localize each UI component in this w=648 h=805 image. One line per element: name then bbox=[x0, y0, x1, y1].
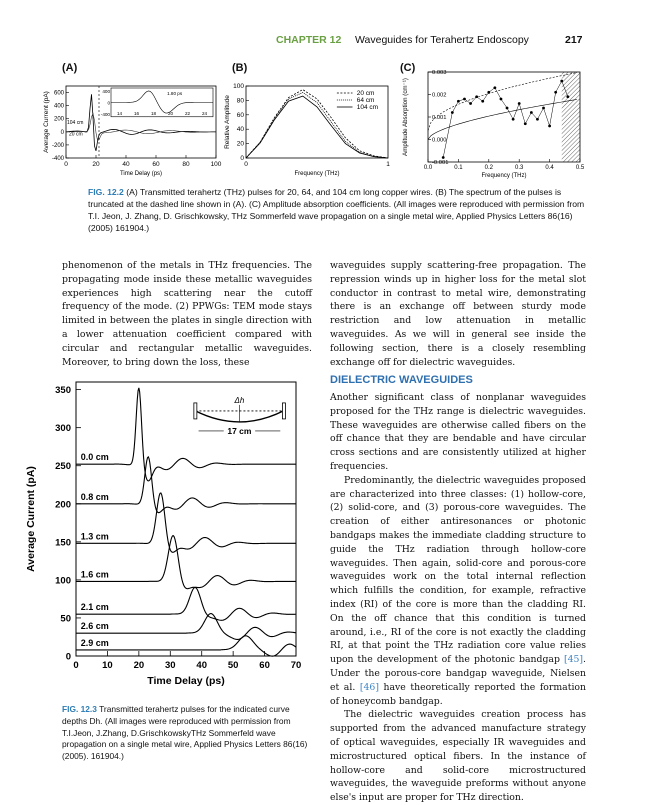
y-tick-label: 50 bbox=[60, 613, 71, 625]
curve-depth-label: 2.1 cm bbox=[80, 602, 109, 613]
page-number: 217 bbox=[565, 34, 583, 46]
paragraph-left: phenomenon of the metals in THz frequencies. The propagating mode inside these metallic waveguides experiences high scattering near the cutoff frequency of the mode. (2) PPWGs: TEM mode stays limited in between the plates in single direction with a lower attenuation coefficient compared with circular and rectangular metallic waveguides. Moreover, to bring down the loss, these bbox=[62, 260, 312, 368]
y-axis-label: Amplitude Absorption (cm⁻¹) bbox=[402, 78, 409, 156]
theory-curve-solid bbox=[428, 99, 577, 139]
chart-b-spectrum bbox=[222, 80, 394, 180]
pulse-curve-08cm bbox=[76, 457, 296, 513]
panel-label-c: (C) bbox=[400, 62, 416, 74]
data-point bbox=[493, 86, 496, 89]
y-tick-label: 0 bbox=[240, 155, 244, 162]
data-point bbox=[566, 95, 569, 98]
data-point bbox=[457, 100, 460, 103]
y-axis-label: Average Current (pA) bbox=[25, 466, 37, 572]
curve-depth-label: 0.8 cm bbox=[80, 491, 109, 502]
data-point bbox=[506, 107, 509, 110]
section-body bbox=[330, 391, 586, 805]
chapter-title: Waveguides for Terahertz Endoscopy bbox=[355, 34, 529, 46]
x-tick-label: 0 bbox=[73, 660, 79, 671]
x-tick-label: 80 bbox=[182, 161, 190, 168]
section-heading: DIELECTRIC WAVEGUIDES bbox=[330, 374, 473, 386]
inset-x-tick-label: 16 bbox=[133, 110, 140, 116]
x-tick-label: 20 bbox=[133, 660, 145, 671]
data-point bbox=[530, 111, 533, 114]
y-tick-label: 100 bbox=[233, 83, 244, 90]
curve-depth-label: 1.6 cm bbox=[80, 569, 109, 580]
curve-depth-label: 0.0 cm bbox=[80, 452, 109, 463]
section-paragraph-2-part-2: . Under the porous-core bandgap waveguide, Nielsen et al. bbox=[330, 654, 586, 693]
figure-12-3-label: FIG. 12.3 bbox=[62, 704, 97, 714]
y-tick-label: 600 bbox=[53, 90, 64, 97]
section-paragraph-2 bbox=[330, 474, 586, 709]
x-tick-label: 1 bbox=[386, 161, 390, 168]
panel-label-b: (B) bbox=[232, 62, 248, 74]
data-point bbox=[536, 118, 539, 121]
data-point bbox=[560, 80, 563, 83]
data-point bbox=[487, 91, 490, 94]
inset-y-tick-label: -400 bbox=[100, 111, 110, 117]
data-point bbox=[548, 125, 551, 128]
inset-left-holder bbox=[194, 403, 197, 419]
data-point bbox=[512, 118, 515, 121]
x-tick-label: 10 bbox=[102, 660, 113, 671]
inset-x-tick-label: 24 bbox=[201, 110, 208, 116]
x-tick-label: 0.5 bbox=[575, 165, 585, 171]
data-point bbox=[518, 102, 521, 105]
plot-frame bbox=[428, 72, 580, 162]
data-point bbox=[442, 156, 445, 159]
annotation-104cm: 104 cm bbox=[67, 119, 84, 126]
y-tick-label: -400 bbox=[51, 156, 64, 162]
x-tick-label: 20 bbox=[92, 161, 100, 168]
x-tick-label: 30 bbox=[164, 660, 176, 671]
pulse-curve-21cm bbox=[76, 587, 296, 620]
inset-x-tick-label: 14 bbox=[116, 110, 123, 116]
pulse-curve-29cm bbox=[76, 636, 296, 656]
section-paragraph-3: The dielectric waveguides creation process has supported from the advanced manufacture strategy of optical waveguides, especially IR waveguides and microstructured optical fibers. In the instance of hollow-core and solid-core microstructured waveguides, the waveguide preforms without anyone else's input are proper for THz direction. bbox=[330, 709, 586, 804]
y-tick-label: 0.002 bbox=[432, 92, 447, 99]
section-paragraph-2-part-3: have theoretically reported the formation of honeycomb bandgap. bbox=[330, 681, 586, 707]
figure-12-2-caption bbox=[88, 186, 588, 234]
chart-c-absorption bbox=[400, 66, 590, 180]
inset-x-tick-label: 18 bbox=[150, 110, 157, 116]
chart-figure-12-3 bbox=[14, 374, 318, 696]
y-tick-label: 0.003 bbox=[432, 70, 447, 76]
figure-12-2-label: FIG. 12.2 bbox=[88, 187, 124, 197]
annotation-20cm: 20 cm bbox=[69, 131, 83, 138]
figure-12-3-caption bbox=[62, 704, 312, 763]
y-tick-label: 300 bbox=[55, 423, 71, 435]
figure-12-3-caption-text: Transmitted terahertz pulses for the indicated curve depths Dh. (All images were reproduced with permission from T.I.Jeon, J.Zhang, D.GrischkowskyTHz Sommerfeld wave propagation on a single metal wire, Applied Physics Letters 86(16) (2005). 161904.) bbox=[62, 704, 308, 762]
y-tick-label: 0 bbox=[65, 651, 71, 663]
pulse-curve-26cm bbox=[76, 614, 296, 640]
y-tick-label: 0 bbox=[60, 129, 64, 136]
inset-right-holder bbox=[282, 403, 285, 419]
x-axis-label: Frequency (THz) bbox=[481, 173, 527, 179]
data-point bbox=[500, 98, 503, 101]
x-tick-label: 0.2 bbox=[484, 165, 493, 171]
y-tick-label: 0.001 bbox=[432, 115, 447, 121]
y-tick-label: 20 bbox=[236, 140, 244, 148]
x-tick-label: 100 bbox=[210, 161, 222, 168]
pulse-curve-00cm bbox=[76, 388, 296, 481]
inset-y-tick-label: 0 bbox=[107, 100, 110, 106]
reference-45-link[interactable]: [45] bbox=[563, 654, 584, 666]
x-tick-label: 40 bbox=[196, 660, 208, 671]
plot-frame bbox=[76, 382, 296, 656]
x-tick-label: 50 bbox=[227, 660, 239, 671]
hatched-region bbox=[562, 72, 580, 162]
y-tick-label: 250 bbox=[55, 461, 71, 473]
data-point bbox=[451, 111, 454, 114]
legend-label: 104 cm bbox=[356, 104, 379, 111]
data-point bbox=[463, 98, 466, 101]
legend-label: 20 cm bbox=[356, 90, 375, 97]
inset-annotation: 1.80 ps bbox=[167, 91, 183, 96]
curve-depth-label: 2.6 cm bbox=[80, 621, 109, 632]
inset-x-tick-label: 22 bbox=[184, 110, 191, 116]
paragraph-right: waveguides supply scattering-free propagation. The repression winds up in higher loss for the metal slot conductor in contrast to metal wire, demonstrating there is an exchange off between sturdy mode restriction and low attenuation in metallic waveguides. As we will in general see inside the following section, there is a closely resembling exchange off for dielectric waveguides. bbox=[330, 260, 586, 368]
section-paragraph-1: Another significant class of nonplanar waveguides proposed for the THz range is dielectric waveguides. These waveguides are otherwise called fibers on the off chance that they are bendable and have circular cross sections and are consistently utilized at higher frequencies. bbox=[330, 392, 586, 472]
data-point bbox=[524, 122, 527, 125]
data-point bbox=[475, 95, 478, 98]
y-axis-label: Average Current (pA) bbox=[43, 91, 50, 153]
figure-12-2-caption-text: (A) Transmitted terahertz (THz) pulses for 20, 64, and 104 cm long copper wires. (B) The spectrum of the pulses is truncated at the dashed line shown in (A). (C) Amplitude absorption coefficients. (All images were reproduced with permission from T.I. Jeon, J. Zhang, D. Grischkowsky, THz Sommerfeld wave propagation on a single metal wire, Applied Physics Letters 86(16) (2005) 161904.) bbox=[88, 187, 585, 233]
y-tick-label: 150 bbox=[55, 537, 71, 549]
x-tick-label: 0.3 bbox=[515, 165, 524, 171]
x-tick-label: 0 bbox=[244, 161, 248, 168]
y-tick-label: 100 bbox=[55, 575, 71, 587]
chapter-label: CHAPTER 12 bbox=[276, 34, 342, 46]
x-tick-label: 0.0 bbox=[423, 165, 433, 171]
inset-length-label: 17 cm bbox=[227, 425, 252, 436]
inset-delta-h-label: Δh bbox=[234, 395, 245, 405]
panel-label-a: (A) bbox=[62, 62, 78, 74]
y-tick-label: 400 bbox=[53, 103, 64, 110]
y-tick-label: -0.001 bbox=[432, 160, 449, 166]
data-connector bbox=[443, 81, 568, 158]
inset-x-tick-label: 20 bbox=[167, 110, 174, 116]
data-point bbox=[481, 100, 484, 103]
legend-label: 64 cm bbox=[356, 97, 375, 104]
y-tick-label: 350 bbox=[55, 385, 71, 397]
x-tick-label: 0.4 bbox=[545, 165, 554, 171]
running-header bbox=[0, 32, 648, 48]
y-tick-label: 60 bbox=[236, 111, 244, 119]
x-tick-label: 60 bbox=[152, 161, 160, 168]
inset-y-tick-label: 400 bbox=[102, 88, 110, 94]
y-tick-label: -200 bbox=[51, 142, 64, 149]
x-tick-label: 0 bbox=[64, 161, 68, 168]
data-point bbox=[542, 107, 545, 110]
x-axis-label: Time Delay (ps) bbox=[119, 171, 163, 177]
y-tick-label: 40 bbox=[236, 126, 244, 134]
x-axis-label: Frequency (THz) bbox=[294, 171, 340, 177]
y-tick-label: 0.000 bbox=[432, 137, 447, 144]
curve-depth-label: 1.3 cm bbox=[80, 531, 109, 542]
section-paragraph-2-part-1: Predominantly, the dielectric waveguides proposed are characterized into three classes: (1) hollow-core, (2) solid-core, and (3) porous-core waveguides. The creation of either antiresonances or photonic bandgaps makes the immediate cladding structure to guide the THz radiation through hollow-core waveguides. Then again, solid-core and porous-core waveguides work on the total internal reflection which fulfills the condition, for example, refractive index (RI) of the core is more than the cladding RI. On the off chance that this condition is turned around, i.e., RI of the core is not exactly the cladding RI, at that point the THz radiation core value relies upon the development of the photonic bandgap bbox=[330, 474, 586, 666]
y-tick-label: 80 bbox=[236, 97, 244, 105]
x-axis-label: Time Delay (ps) bbox=[147, 675, 225, 687]
y-axis-label: Relative Amplitude bbox=[224, 95, 231, 149]
data-point bbox=[554, 91, 557, 94]
y-tick-label: 200 bbox=[53, 116, 64, 123]
x-tick-label: 60 bbox=[259, 660, 270, 671]
x-tick-label: 40 bbox=[122, 161, 130, 168]
data-point bbox=[469, 102, 472, 105]
reference-46-link[interactable]: [46] bbox=[359, 681, 379, 693]
x-tick-label: 70 bbox=[290, 660, 302, 671]
y-tick-label: 200 bbox=[55, 499, 71, 511]
x-tick-label: 0.1 bbox=[454, 165, 463, 171]
curve-depth-label: 2.9 cm bbox=[80, 637, 109, 648]
chart-a-transmitted-pulses bbox=[40, 80, 230, 180]
